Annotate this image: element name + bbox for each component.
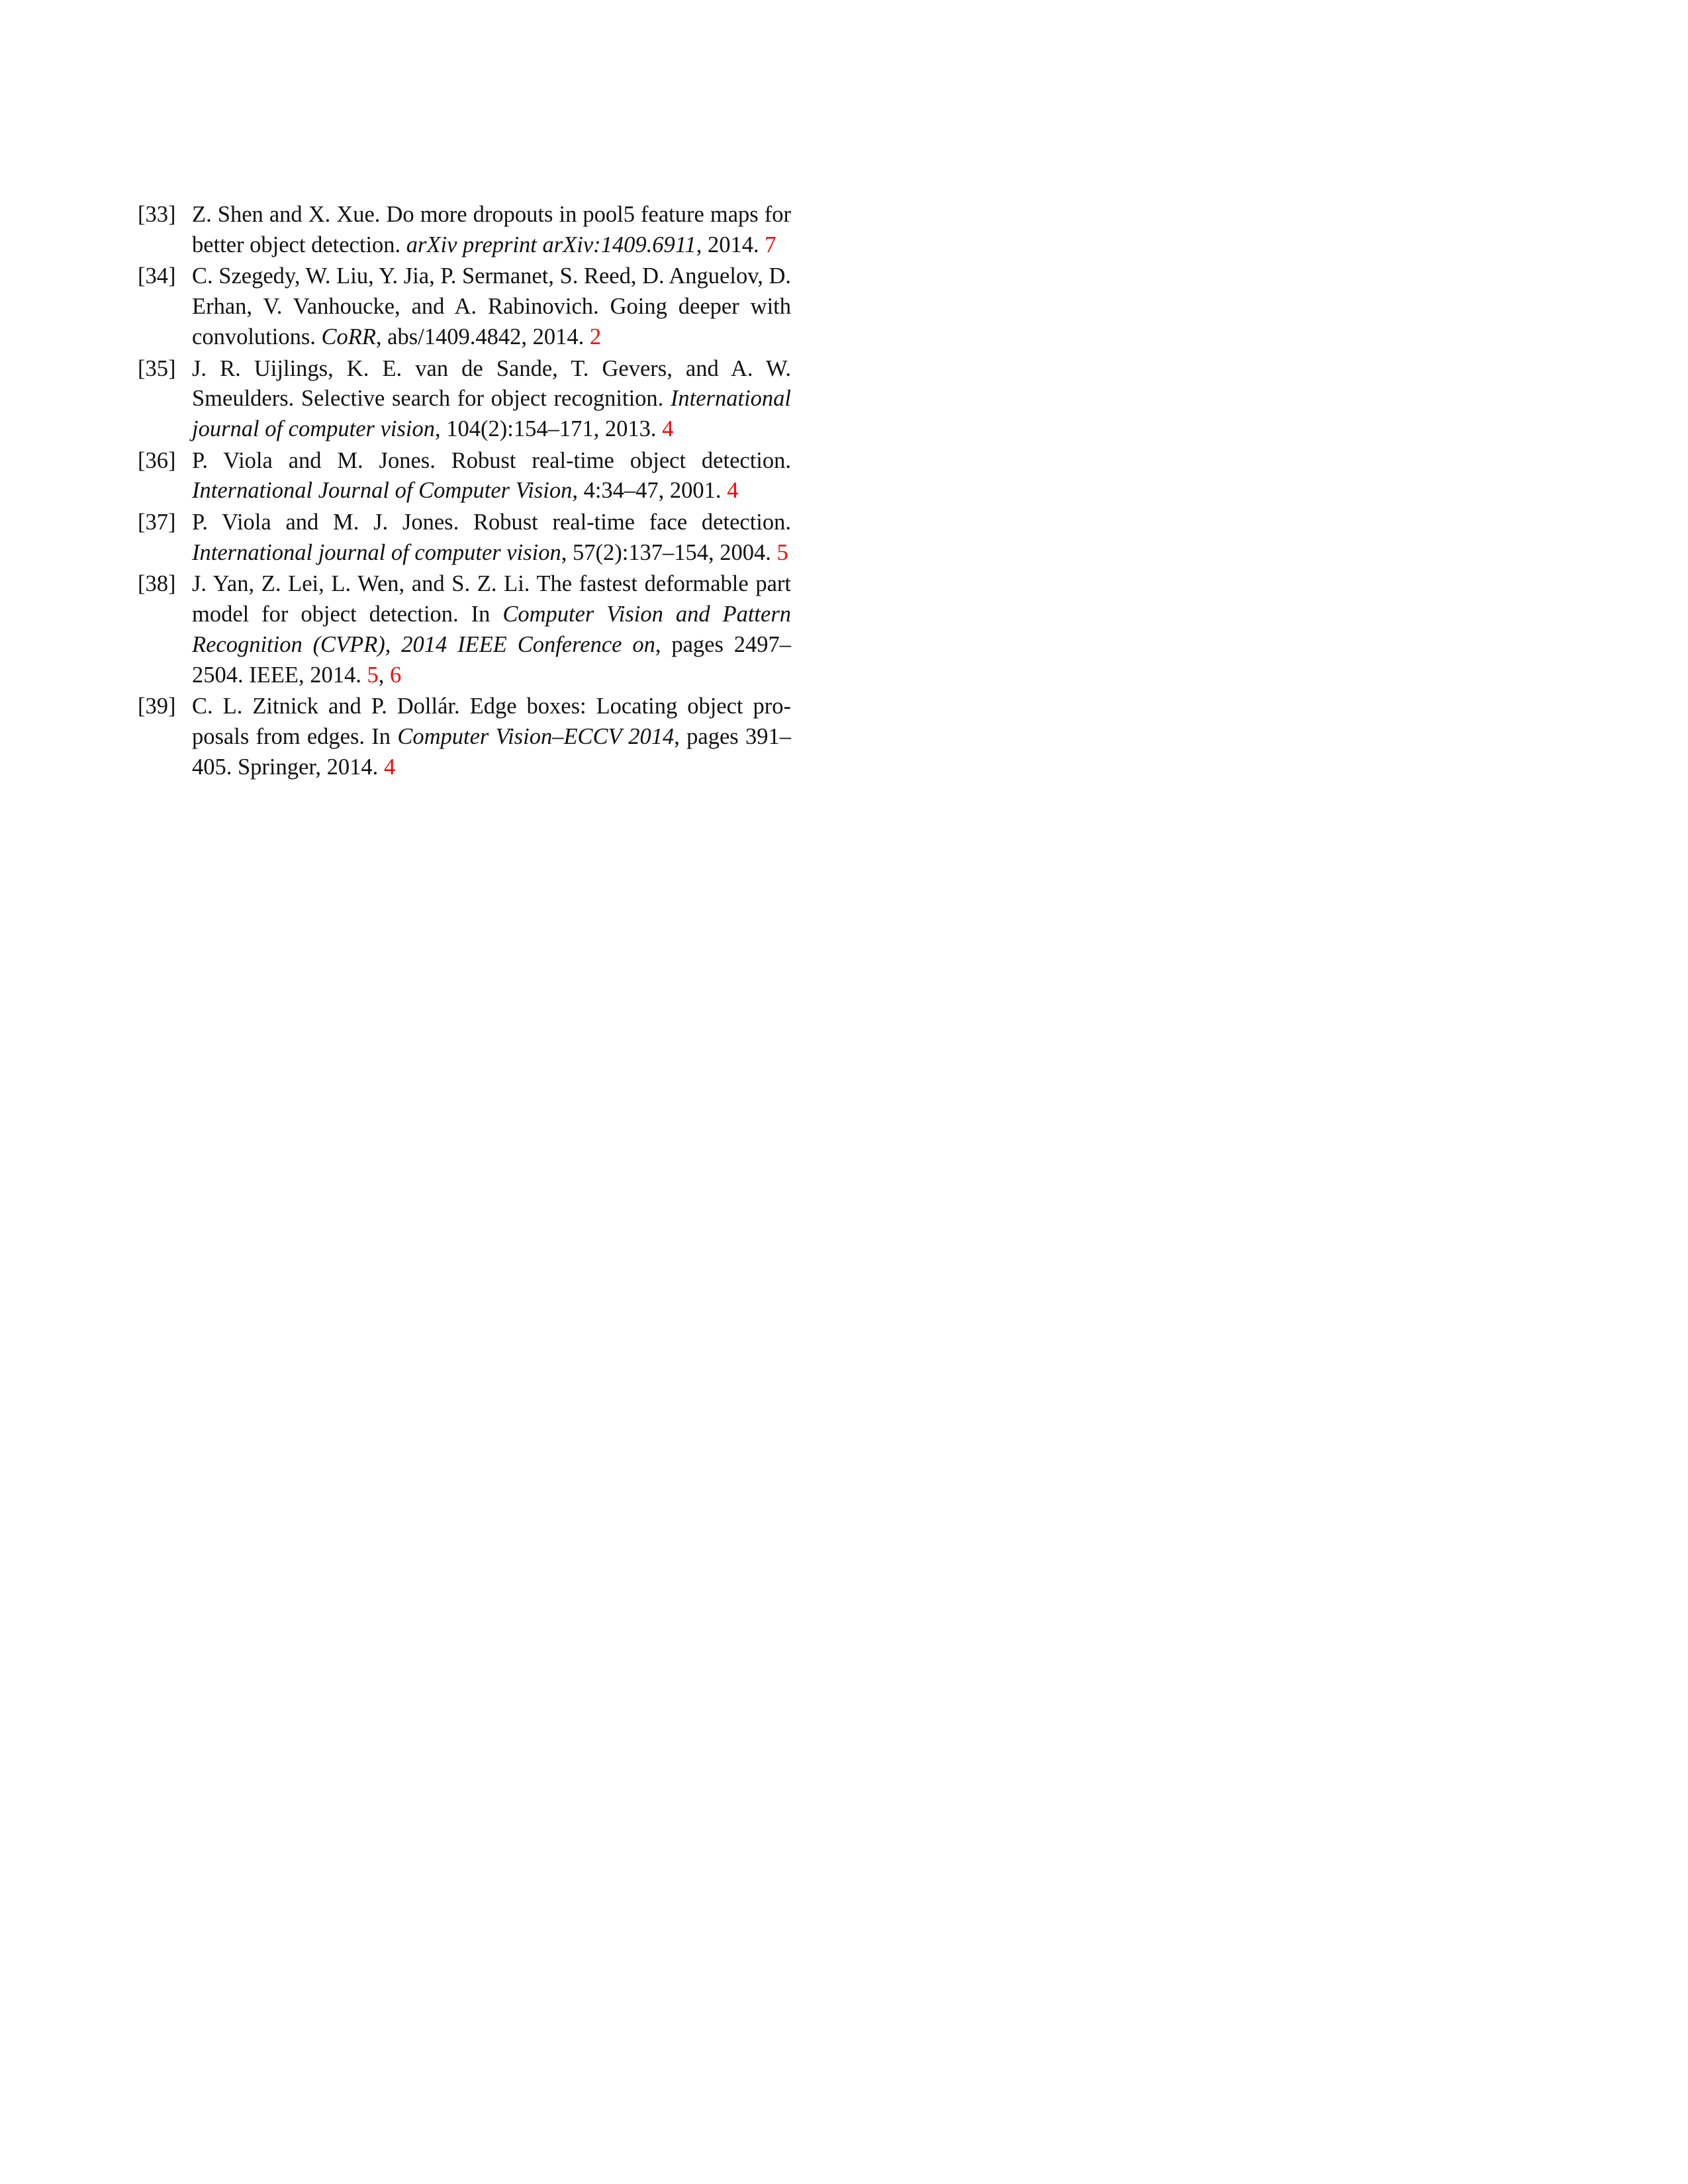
reference-venue: Computer Vision and Pattern Recognition (CVPR), 2014 IEEE Conference on <box>192 602 791 657</box>
reference-details: , pages 391–405. Springer, 2014. <box>192 723 791 780</box>
page-link[interactable]: 6 <box>389 662 402 688</box>
reference-venue: arXiv preprint arXiv:1409.6911 <box>406 232 696 257</box>
reference-text <box>192 692 791 782</box>
reference-details: , 104(2):154–171, 2013. <box>435 416 663 441</box>
reference-text: J. Yan, Z. Lei, L. Wen, and S. Z. Li. The fastest deformable part model for object detection. In Computer Vision and Pattern Recognition (CVPR), 2014 IEEE Conference on, pages 2497–2504. IEEE, 2014. 5, 6 <box>192 571 791 688</box>
page-link[interactable]: 7 <box>765 232 776 257</box>
reference-details: , abs/1409.4842, 2014. <box>375 324 590 349</box>
reference-details: , 2014. <box>696 232 765 257</box>
page-link[interactable]: 5 <box>367 662 379 688</box>
reference-authors-title: Z. Shen and X. Xue. Do more dropouts in pool5 feature maps for better object detection. <box>192 202 791 257</box>
page-link[interactable]: 4 <box>662 416 674 441</box>
reference-text <box>192 261 791 352</box>
reference-label: [39] <box>138 694 176 719</box>
reference-venue: International journal of computer vision <box>192 539 561 565</box>
reference-details: , 4:34–47, 2001. <box>572 478 727 504</box>
reference-venue: Computer Vision–ECCV 2014 <box>397 723 675 749</box>
reference-text <box>192 508 791 568</box>
reference-list <box>138 200 791 784</box>
reference-venue: International journal of computer vision <box>192 386 791 441</box>
reference-label: [35] <box>138 355 176 381</box>
reference-details: , 57(2):137–154, 2004. <box>561 539 777 565</box>
reference-details: , pages 2497–2504. IEEE, 2014. <box>192 631 791 688</box>
reference-venue: International Journal of Computer Vision <box>192 478 573 504</box>
reference-item <box>138 692 791 782</box>
reference-item <box>138 446 791 506</box>
page-link[interactable]: 5 <box>776 539 788 565</box>
reference-label: [36] <box>138 447 176 473</box>
page-link[interactable]: 4 <box>727 478 739 504</box>
reference-authors-title: C. L. Zitnick and P. Dollár. Edge boxes: Locating object proposals from edges. In <box>192 694 791 749</box>
reference-authors-title: J. R. Uijlings, K. E. van de Sande, T. Gevers, and A. W. Smeulders. Selective search for object recognition. <box>192 355 791 412</box>
reference-item <box>138 200 791 260</box>
reference-authors-title: J. Yan, Z. Lei, L. Wen, and S. Z. Li. The fastest deformable part model for object detection. In <box>192 571 791 627</box>
reference-text <box>192 354 791 445</box>
reference-text <box>192 446 791 506</box>
reference-label: [33] <box>138 202 176 227</box>
reference-label: [34] <box>138 263 176 289</box>
page-link[interactable]: 2 <box>589 324 602 349</box>
reference-authors-title: P. Viola and M. Jones. Robust real-time object detection. <box>192 447 791 473</box>
reference-item <box>138 508 791 568</box>
reference-text <box>192 200 791 260</box>
reference-venue: CoRR <box>321 324 376 349</box>
reference-label: [38] <box>138 571 176 597</box>
reference-authors-title: C. Szegedy, W. Liu, Y. Jia, P. Sermanet, S. Reed, D. Anguelov, D. Erhan, V. Vanhoucke, and A. Rabinovich. Going deeper with convolutions. <box>192 263 791 349</box>
reference-item <box>138 261 791 352</box>
reference-label: [37] <box>138 510 176 535</box>
reference-authors-title: P. Viola and M. J. Jones. Robust real-time face detection. <box>192 510 791 535</box>
reference-item <box>138 354 791 445</box>
page-link[interactable]: 4 <box>383 754 396 780</box>
reference-item <box>138 569 791 690</box>
